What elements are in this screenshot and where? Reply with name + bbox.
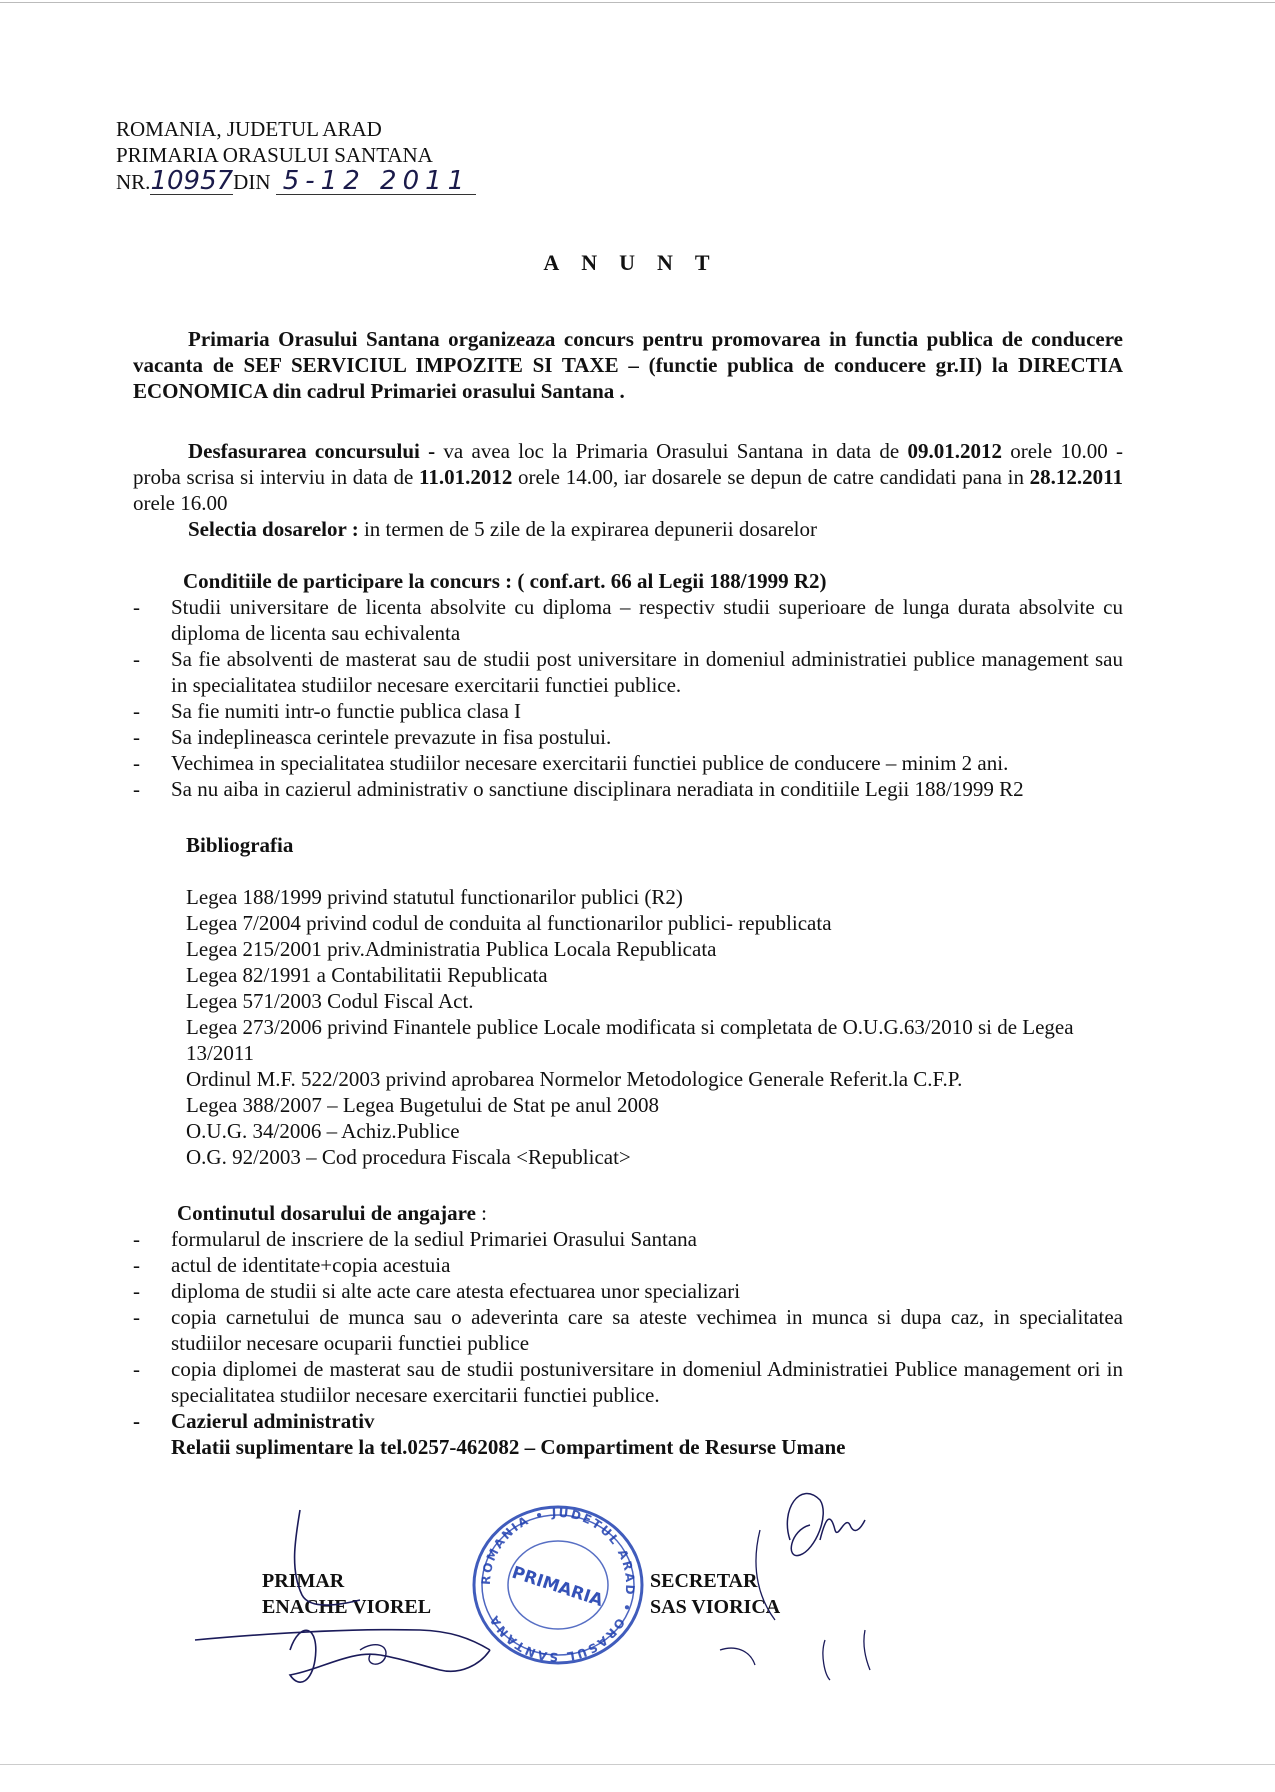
list-item: - Sa fie numiti intr-o functie publica clasa I <box>133 698 1123 724</box>
file-deadline-date: 28.12.2011 <box>1029 465 1123 489</box>
exam-date-interview: 11.01.2012 <box>418 465 513 489</box>
registration-number-line <box>116 168 476 195</box>
bibliography-item: Legea 571/2003 Codul Fiscal Act. <box>186 989 474 1013</box>
header-line-institution: PRIMARIA ORASULUI SANTANA <box>116 143 433 167</box>
continut-heading-suffix: : <box>475 1201 488 1225</box>
bibliografia-heading: Bibliografia <box>186 833 294 857</box>
desfasurare-paragraph <box>133 438 1123 516</box>
din-label: DIN <box>233 170 271 194</box>
list-item: - diploma de studii si alte acte care atesta efectuarea unor specializari <box>133 1278 1123 1304</box>
stamp-center-text: PRIMARIA <box>509 1562 606 1612</box>
bibliography-item: O.U.G. 34/2006 – Achiz.Publice <box>186 1119 460 1143</box>
stamp-outer-text: ROMANIA • JUDETUL ARAD • ORASUL SANTANA <box>478 1505 638 1665</box>
selectia-text: in termen de 5 zile de la expirarea depunerii dosarelor <box>363 517 817 541</box>
list-item: - Studii universitare de licenta absolvite cu diploma – respectiv studii superioare de lunga durata absolvite cu diploma de licenta sau echivalenta <box>133 594 1123 646</box>
secretar-title: SECRETAR <box>650 1570 758 1592</box>
selectia-label: Selectia dosarelor : <box>188 517 364 541</box>
list-item: - Sa nu aiba in cazierul administrativ o sanctiune disciplinara neradiata in conditiile Legii 188/1999 R2 <box>133 776 1123 802</box>
conditii-list <box>133 594 1123 802</box>
desfasurare-text-3: orele 14.00, iar dosarele se depun de catre candidati pana in <box>512 465 1030 489</box>
scan-edge-top <box>0 2 1275 3</box>
primar-signature <box>190 1500 510 1700</box>
bibliography-item: Legea 388/2007 – Legea Bugetului de Stat pe anul 2008 <box>186 1093 659 1117</box>
list-item: - Sa fie absolventi de masterat sau de studii post universitare in domeniul administratiei publice management sau in specialitatea studiilor necesare exercitarii functiei publice. <box>133 646 1123 698</box>
list-item: - Vechimea in specialitatea studiilor necesare exercitarii functiei publice de conducere – minim 2 ani. <box>133 750 1123 776</box>
bibliography-item: Legea 215/2001 priv.Administratia Publica Locala Republicata <box>186 937 717 961</box>
continut-section <box>133 1200 1123 1460</box>
continut-last-list <box>133 1408 1123 1434</box>
list-item: - Sa indeplineasca cerintele prevazute in fisa postului. <box>133 724 1123 750</box>
conditii-heading: Conditiile de participare la concurs : ( conf.art. 66 al Legii 188/1999 R2) <box>183 569 827 593</box>
contact-line: Relatii suplimentare la tel.0257-462082 – Compartiment de Resurse Umane <box>171 1435 846 1459</box>
list-item-cazier: - Cazierul administrativ <box>133 1408 1123 1434</box>
exam-date-written: 09.01.2012 <box>907 439 1002 463</box>
page-title: ANUNT <box>543 250 732 275</box>
list-item: - copia diplomei de masterat sau de studii postuniversitare in domeniul Administratiei Publice management ori in specialitatea studiilor necesare exercitarii functiei publice. <box>133 1356 1123 1408</box>
selectia-line <box>133 516 1123 542</box>
bibliografia-list <box>186 884 1123 1170</box>
bibliography-item: Legea 7/2004 privind codul de conduita al functionarilor publici- republicata <box>186 911 832 935</box>
desfasurare-text-2: orele 10.00 - proba scrisa si interviu in data de <box>133 439 1123 489</box>
primar-name: ENACHE VIOREL <box>262 1596 432 1618</box>
bibliography-item: Legea 273/2006 privind Finantele publice Locale modificata si completata de O.U.G.63/2010 si de Legea 13/2011 <box>186 1015 1074 1065</box>
conditii-section <box>133 568 1123 802</box>
document-header <box>116 116 476 195</box>
desfasurare-text-1: va avea loc la Primaria Orasului Santana in data de <box>443 439 908 463</box>
registration-date: 5-12 2011 <box>276 168 476 195</box>
list-item: - copia carnetului de munca sau o adeverinta care sa ateste vechimea in munca si dupa caz, in specialitatea studiilor necesare ocuparii functiei publice <box>133 1304 1123 1356</box>
nr-label: NR. <box>116 170 151 194</box>
scan-edge-bottom <box>0 1764 1275 1765</box>
list-item: - actul de identitate+copia acestuia <box>133 1252 1123 1278</box>
continut-heading-line <box>133 1200 1123 1226</box>
bibliography-item: O.G. 92/2003 – Cod procedura Fiscala <Republicat> <box>186 1145 631 1169</box>
list-item: - formularul de inscriere de la sediul Primariei Orasului Santana <box>133 1226 1123 1252</box>
header-line-country: ROMANIA, JUDETUL ARAD <box>116 117 382 141</box>
bibliography-item: Legea 188/1999 privind statutul functionarilor publici (R2) <box>186 885 683 909</box>
intro-paragraph: Primaria Orasului Santana organizeaza concurs pentru promovarea in functia publica de conducere vacanta de SEF SERVICIUL IMPOZITE SI TAXE – (functie publica de conducere gr.II) la DIRECTIA ECONOMICA din cadrul Primariei orasului Santana . <box>133 327 1123 403</box>
bibliography-item: Ordinul M.F. 522/2003 privind aprobarea Normelor Metodologice Generale Referit.la C.F.P. <box>186 1067 963 1091</box>
registration-number: 10957 <box>150 166 234 196</box>
secretar-signature <box>640 1470 900 1690</box>
desfasurare-label: Desfasurarea concursului - <box>188 439 444 463</box>
primar-title: PRIMAR <box>262 1570 345 1592</box>
desfasurare-text-4: orele 16.00 <box>133 491 228 515</box>
continut-heading: Continutul dosarului de angajare <box>177 1201 476 1225</box>
secretar-name: SAS VIORICA <box>650 1596 781 1618</box>
bibliography-item: Legea 82/1991 a Contabilitatii Republicata <box>186 963 548 987</box>
continut-list <box>133 1226 1123 1408</box>
